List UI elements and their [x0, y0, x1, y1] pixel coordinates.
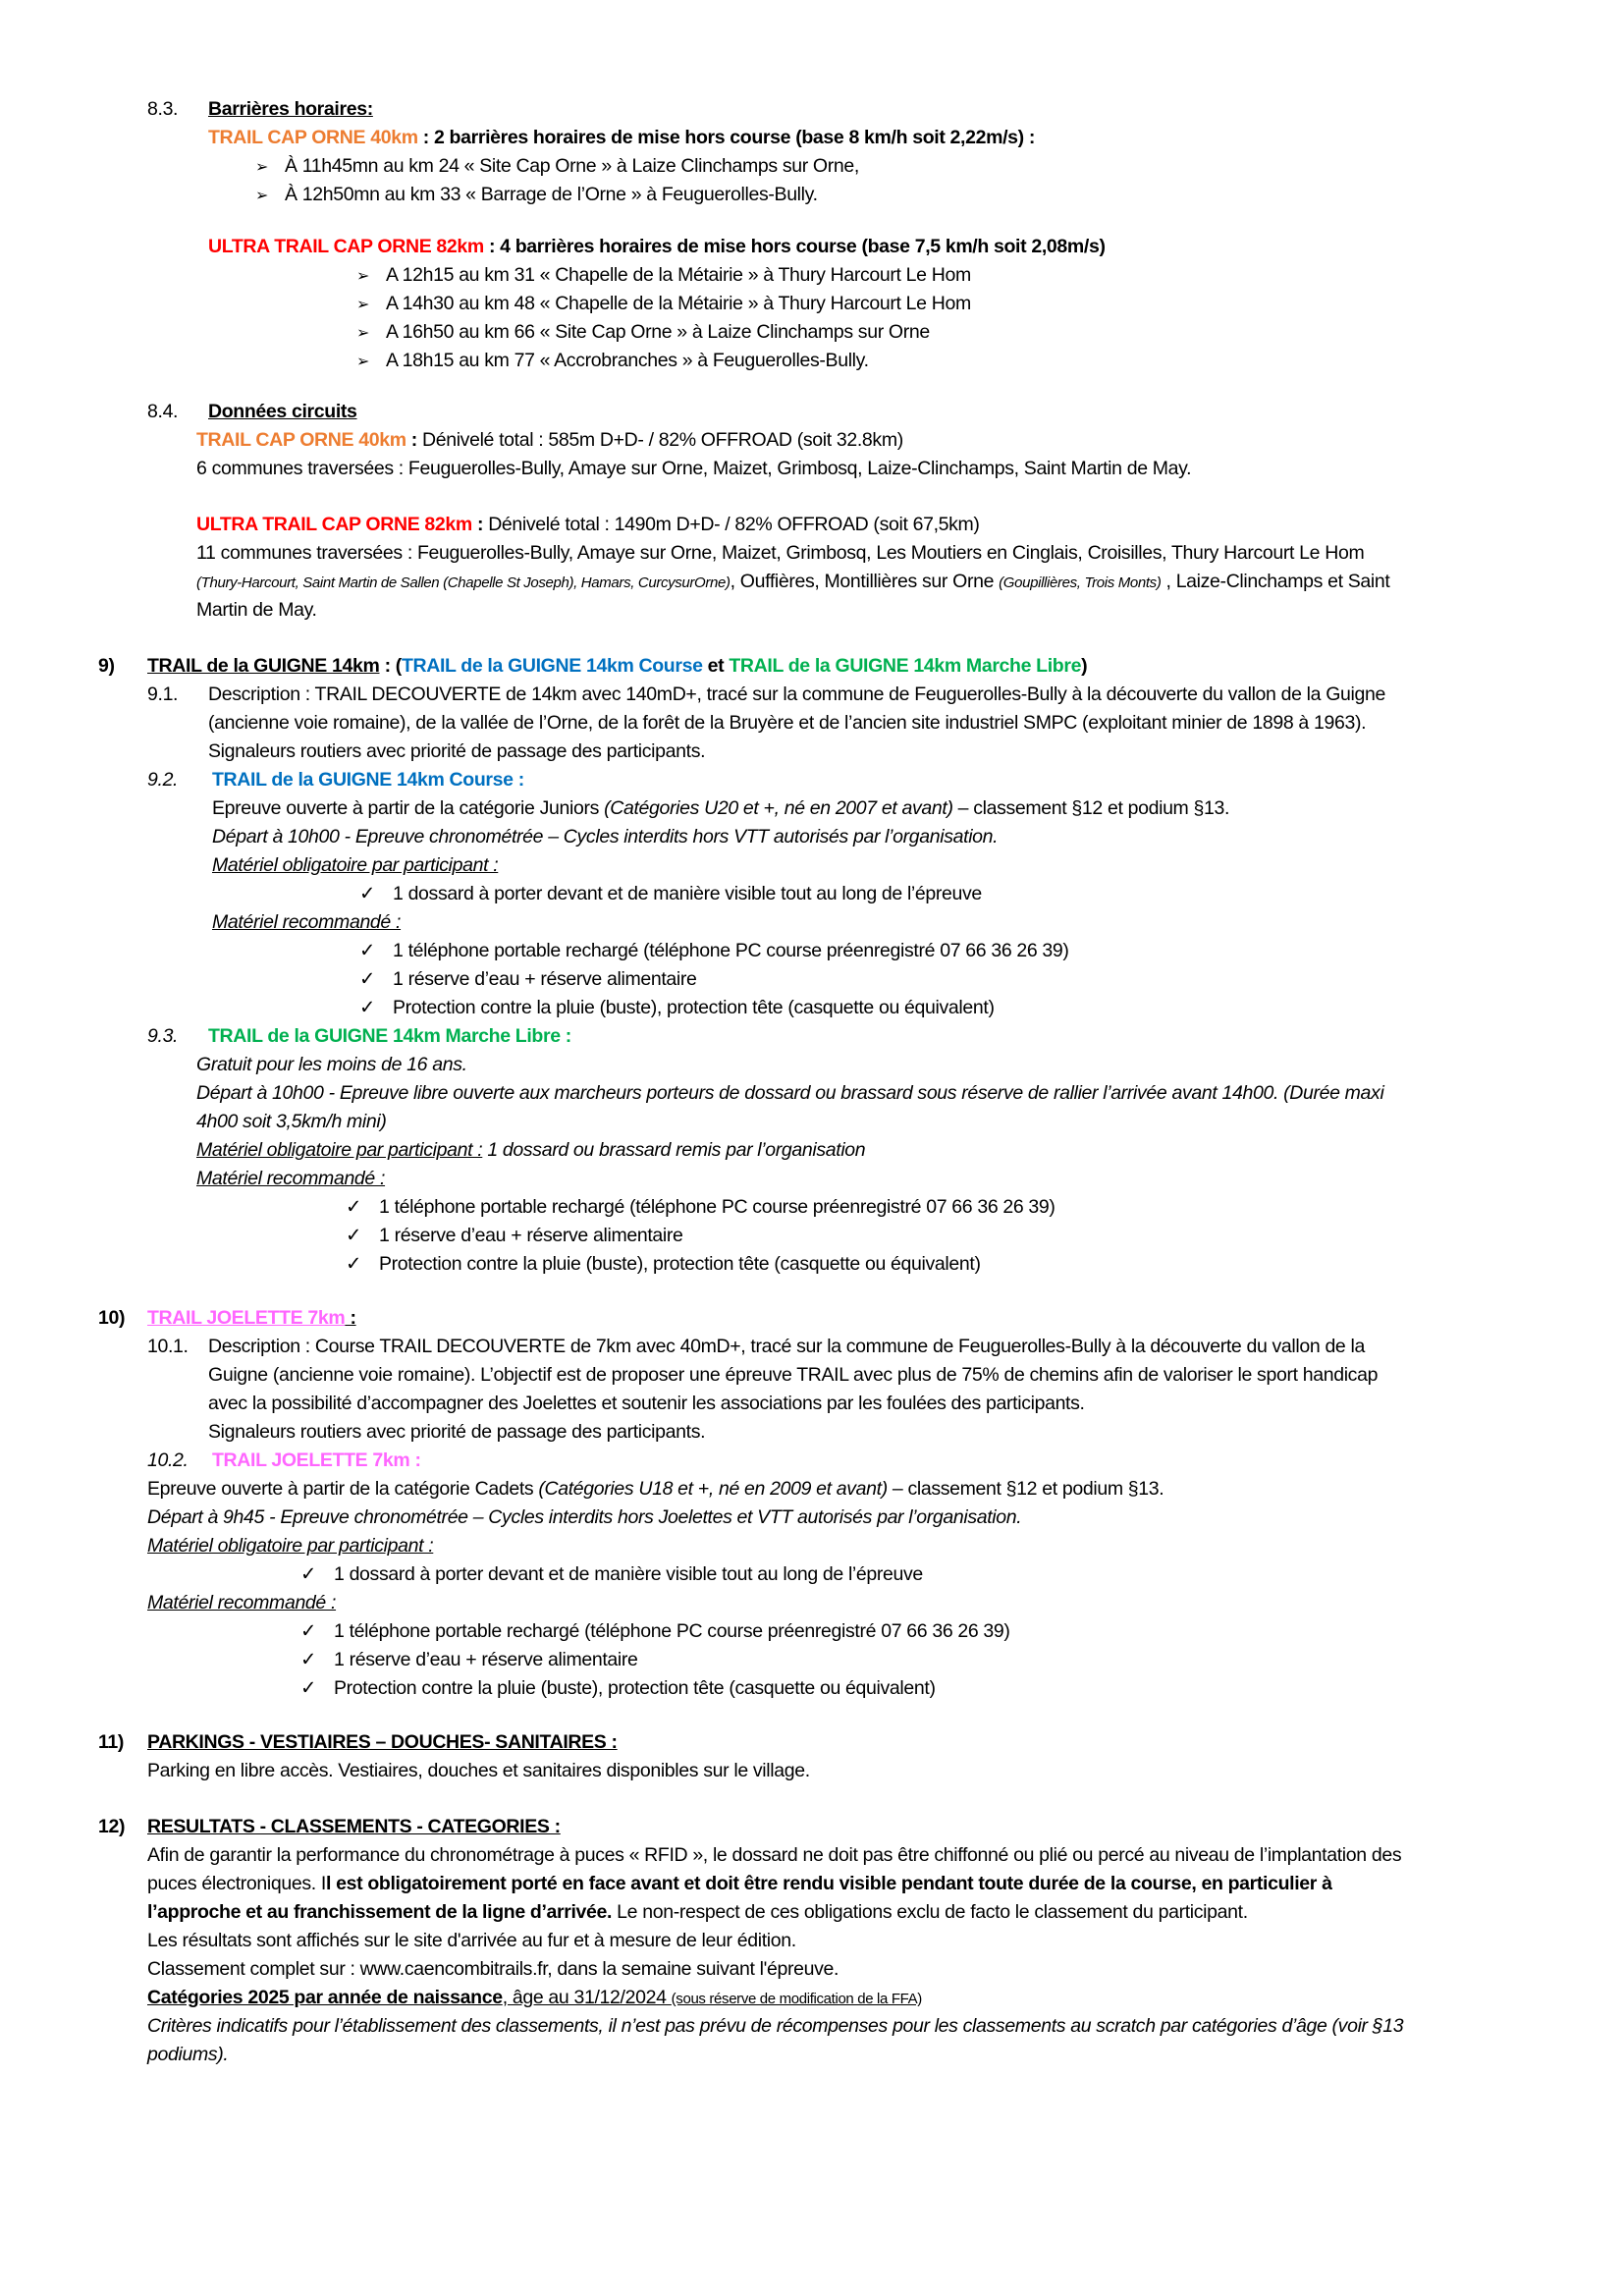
parking-text: Parking en libre accès. Vestiaires, douches et sanitaires disponibles sur le village.: [147, 1760, 810, 1781]
race-name-ultra82: ULTRA TRAIL CAP ORNE 82km: [196, 514, 472, 535]
arrow-bullet-icon: ➢: [356, 297, 370, 313]
section-11-heading: [98, 1728, 618, 1757]
section-number: 12): [98, 1816, 126, 1837]
colon: :: [471, 514, 489, 535]
check-icon: ✓: [359, 940, 375, 961]
free-entry-note: Gratuit pour les moins de 16 ans.: [196, 1054, 467, 1075]
ultra82-data: [196, 511, 980, 539]
section-number: 9): [98, 655, 115, 677]
paragraph-line: [147, 1870, 1332, 1898]
separator: : (: [379, 655, 402, 677]
list-item: [300, 1674, 936, 1703]
list-item: [356, 347, 869, 376]
list-item: [346, 1193, 1056, 1222]
communes-detail: (Goupillières, Trois Monts): [999, 574, 1162, 591]
section-number: 10.1.: [147, 1336, 189, 1357]
criteria-note: Critères indicatifs pour l’établissement des classements, il n’est pas prévu de récompenses pour les classements au scratch par catégories d’âge (voir §13: [147, 2015, 1404, 2037]
section-9-heading: [98, 652, 1087, 681]
trail40-barrier-heading: [208, 124, 1035, 152]
list-item: [359, 937, 1069, 965]
section-title: TRAIL de la GUIGNE 14km Marche Libre :: [208, 1025, 571, 1047]
list-item-text: A 14h30 au km 48 « Chapelle de la Métairie » à Thury Harcourt Le Hom: [386, 293, 971, 314]
check-icon: ✓: [346, 1196, 361, 1218]
list-item-text: A 12h15 au km 31 « Chapelle de la Métairie » à Thury Harcourt Le Hom: [386, 264, 971, 286]
list-item: [359, 994, 995, 1022]
check-icon: ✓: [359, 997, 375, 1018]
paragraph-line: Signaleurs routiers avec priorité de passage des participants.: [208, 740, 706, 762]
arrow-bullet-icon: ➢: [255, 188, 269, 204]
colon: :: [406, 429, 422, 451]
check-icon: ✓: [359, 883, 375, 904]
list-item: [255, 152, 859, 182]
check-icon: ✓: [300, 1620, 316, 1642]
section-number: 8.4.: [147, 401, 179, 422]
barrier-description: : 2 barrières horaires de mise hors course (base 8 km/h soit 2,22m/s) :: [417, 127, 1036, 148]
list-item-text: 1 dossard à porter devant et de manière visible tout au long de l’épreuve: [334, 1563, 923, 1585]
trail40-communes: 6 communes traversées : Feuguerolles-Bully, Amaye sur Orne, Maizet, Grimbosq, Laize-Clinchamps, Saint Martin de May.: [196, 458, 1192, 479]
list-item-text: A 18h15 au km 77 « Accrobranches » à Feuguerolles-Bully.: [386, 350, 869, 371]
bold-text: l est obligatoirement porté en face avant et doit être rendu visible pendant toute durée de la course, en particulier à: [326, 1873, 1332, 1894]
section-number: 9.2.: [147, 769, 179, 791]
section-title: TRAIL de la GUIGNE 14km Course :: [212, 769, 524, 791]
communes-text: , Ouffières, Montillières sur Orne: [730, 571, 1000, 592]
colon: :: [345, 1307, 356, 1329]
mandatory-equipment: [196, 1136, 865, 1165]
list-item-text: 1 téléphone portable rechargé (téléphone PC course préenregistré 07 66 36 26 39): [334, 1620, 1010, 1642]
paragraph-line: avec la possibilité d’accompagner des Joelettes et soutenir les associations par les foulées des participants.: [208, 1393, 1085, 1414]
communes-detail: (Thury-Harcourt, Saint Martin de Sallen (Chapelle St Joseph), Hamars, CurcysurOrne): [196, 574, 731, 591]
check-icon: ✓: [300, 1649, 316, 1670]
recommended-equipment-label: Matériel recommandé :: [147, 1592, 337, 1613]
arrow-bullet-icon: ➢: [255, 159, 269, 176]
arrow-bullet-icon: ➢: [356, 354, 370, 370]
list-item-text: Protection contre la pluie (buste), protection tête (casquette ou équivalent): [379, 1253, 981, 1275]
mandatory-equipment-label: Matériel obligatoire par participant :: [212, 854, 499, 876]
section-8-3-heading: [147, 95, 373, 124]
text: – classement §12 et podium §13.: [952, 797, 1230, 819]
eligibility-text: [147, 1475, 1164, 1503]
mandatory-equipment-label: Matériel obligatoire par participant :: [147, 1535, 434, 1557]
paragraph-line: Afin de garantir la performance du chronométrage à puces « RFID », le dossard ne doit pas être chiffonné ou plié ou percé au niveau de l’implantation des: [147, 1844, 1402, 1866]
arrow-bullet-icon: ➢: [356, 268, 370, 285]
categories-note: (Catégories U20 et +, né en 2007 et avant): [604, 797, 953, 819]
paragraph-line: Description : Course TRAIL DECOUVERTE de 7km avec 40mD+, tracé sur la commune de Feuguerolles-Bully à la découverte du vallon de la: [208, 1336, 1365, 1357]
paragraph-line: Signaleurs routiers avec priorité de passage des participants.: [208, 1421, 706, 1443]
list-item-text: 1 réserve d’eau + réserve alimentaire: [393, 968, 697, 990]
list-item: [356, 290, 971, 319]
eligibility-text: [212, 794, 1229, 823]
section-title: RESULTATS - CLASSEMENTS - CATEGORIES :: [147, 1816, 561, 1837]
text: Epreuve ouverte à partir de la catégorie Cadets: [147, 1478, 539, 1500]
list-item: [356, 261, 971, 291]
race-name-marche: TRAIL de la GUIGNE 14km Marche Libre: [729, 655, 1082, 677]
list-item-text: Protection contre la pluie (buste), protection tête (casquette ou équivalent): [334, 1677, 936, 1699]
bold-text: Catégories 2025 par année de naissance: [147, 1987, 503, 2008]
section-title: PARKINGS - VESTIAIRES – DOUCHES- SANITAIRES :: [147, 1731, 618, 1753]
section-number: 9.1.: [147, 683, 179, 705]
trail40-data: [196, 426, 903, 455]
list-item: [359, 965, 697, 994]
start-info: Départ à 10h00 - Epreuve libre ouverte aux marcheurs porteurs de dossard ou brassard sous réserve de rallier l’arrivée avant 14h00. (Durée maxi: [196, 1082, 1384, 1104]
list-item: [300, 1617, 1010, 1646]
check-icon: ✓: [346, 1253, 361, 1275]
race-name-course: TRAIL de la GUIGNE 14km Course: [401, 655, 703, 677]
text: puces électroniques. I: [147, 1873, 326, 1894]
categories-note: (Catégories U18 et +, né en 2009 et avant): [538, 1478, 888, 1500]
barrier-description: : 4 barrières horaires de mise hors course (base 7,5 km/h soit 2,08m/s): [483, 236, 1106, 257]
elevation-text: Dénivelé total : 1490m D+D- / 82% OFFROAD (soit 67,5km): [488, 514, 980, 535]
section-number: 8.3.: [147, 98, 179, 120]
criteria-note-cont: podiums).: [147, 2044, 229, 2065]
section-title: Barrières horaires:: [208, 98, 373, 120]
list-item: [356, 318, 930, 348]
recommended-equipment-label: Matériel recommandé :: [212, 911, 402, 933]
bold-text: l’approche et au franchissement de la ligne d’arrivée.: [147, 1901, 613, 1923]
list-item: [300, 1560, 923, 1589]
start-info-cont: 4h00 soit 3,5km/h mini): [196, 1111, 387, 1132]
check-icon: ✓: [300, 1677, 316, 1699]
race-name-trail40: TRAIL CAP ORNE 40km: [196, 429, 406, 451]
section-9-1: [147, 681, 1385, 709]
list-item: [346, 1222, 683, 1250]
race-name-trail40: TRAIL CAP ORNE 40km: [208, 127, 418, 148]
paragraph-line: Description : TRAIL DECOUVERTE de 14km avec 140mD+, tracé sur la commune de Feuguerolles-Bully à la découverte du vallon de la Guigne: [208, 683, 1385, 705]
list-item: [300, 1646, 638, 1674]
ultra82-communes-line1: 11 communes traversées : Feuguerolles-Bully, Amaye sur Orne, Maizet, Grimbosq, Les Moutiers en Cinglais, Croisilles, Thury Harcourt Le Hom: [196, 542, 1365, 564]
ultra82-barrier-heading: [208, 233, 1106, 261]
section-9-2-heading: [147, 766, 524, 794]
list-item-text: 1 téléphone portable rechargé (téléphone PC course préenregistré 07 66 36 26 39): [379, 1196, 1056, 1218]
list-item-text: 1 réserve d’eau + réserve alimentaire: [334, 1649, 638, 1670]
paragraph-line: (ancienne voie romaine), de la vallée de l’Orne, de la forêt de la Bruyère et de l’ancien site industriel SMPC (exploitant minier de 1898 à 1963).: [208, 712, 1367, 734]
section-8-4-heading: [147, 398, 357, 426]
text: , âge au 31/12/2024: [502, 1987, 672, 2008]
paragraph-line: Guigne (ancienne voie romaine). L’objectif est de proposer une épreuve TRAIL avec plus de 75% de chemins afin de valoriser le sport handicap: [208, 1364, 1379, 1386]
race-name-ultra82: ULTRA TRAIL CAP ORNE 82km: [208, 236, 484, 257]
conjunction: et: [702, 655, 730, 677]
elevation-text: Dénivelé total : 585m D+D- / 82% OFFROAD (soit 32.8km): [421, 429, 903, 451]
results-link-line: Classement complet sur : www.caencombitrails.fr, dans la semaine suivant l'épreuve.: [147, 1958, 839, 1980]
list-item-text: 1 téléphone portable rechargé (téléphone PC course préenregistré 07 66 36 26 39): [393, 940, 1069, 961]
paragraph-line: [147, 1898, 1248, 1927]
ultra82-communes-line3: Martin de May.: [196, 599, 317, 621]
text: Le non-respect de ces obligations exclu de facto le classement du participant.: [612, 1901, 1248, 1923]
section-12-heading: [98, 1813, 561, 1841]
list-item-text: A 16h50 au km 66 « Site Cap Orne » à Laize Clinchamps sur Orne: [386, 321, 930, 343]
list-item: [346, 1250, 981, 1279]
communes-text: , Laize-Clinchamps et Saint: [1161, 571, 1390, 592]
list-item-text: 1 dossard à porter devant et de manière visible tout au long de l’épreuve: [393, 883, 982, 904]
section-title: TRAIL JOELETTE 7km :: [212, 1449, 421, 1471]
section-number: 9.3.: [147, 1025, 179, 1047]
text: – classement §12 et podium §13.: [887, 1478, 1164, 1500]
section-number: 10.2.: [147, 1449, 189, 1471]
check-icon: ✓: [300, 1563, 316, 1585]
separator: ): [1081, 655, 1088, 677]
list-item-text: À 12h50mn au km 33 « Barrage de l’Orne » à Feuguerolles-Bully.: [285, 184, 818, 205]
section-title: Données circuits: [208, 401, 357, 422]
check-icon: ✓: [346, 1225, 361, 1246]
paragraph-line: Les résultats sont affichés sur le site d'arrivée au fur et à mesure de leur édition.: [147, 1930, 796, 1951]
small-note: (sous réserve de modification de la FFA): [671, 1991, 922, 2007]
list-item-text: 1 réserve d’eau + réserve alimentaire: [379, 1225, 683, 1246]
list-item: [359, 880, 982, 908]
ultra82-communes-line2: [196, 568, 1389, 597]
section-number: 10): [98, 1307, 126, 1329]
section-number: 11): [98, 1731, 125, 1753]
recommended-equipment-label: Matériel recommandé :: [196, 1168, 386, 1189]
list-item: [255, 181, 818, 210]
start-info: Départ à 10h00 - Epreuve chronométrée – Cycles interdits hors VTT autorisés par l’organisation.: [212, 826, 999, 847]
start-info: Départ à 9h45 - Epreuve chronométrée – Cycles interdits hors Joelettes et VTT autorisés par l’organisation.: [147, 1506, 1022, 1528]
section-9-3-heading: [147, 1022, 571, 1051]
mandatory-equipment-text: 1 dossard ou brassard remis par l’organisation: [482, 1139, 866, 1161]
list-item-text: À 11h45mn au km 24 « Site Cap Orne » à Laize Clinchamps sur Orne,: [285, 155, 859, 177]
section-10-1: [147, 1333, 1365, 1361]
text: Epreuve ouverte à partir de la catégorie Juniors: [212, 797, 605, 819]
check-icon: ✓: [359, 968, 375, 990]
section-title: TRAIL JOELETTE 7km: [147, 1307, 346, 1329]
section-10-heading: [98, 1304, 356, 1333]
mandatory-equipment-label: Matériel obligatoire par participant :: [196, 1139, 483, 1161]
section-10-2-heading: [147, 1447, 421, 1475]
section-title: TRAIL de la GUIGNE 14km: [147, 655, 380, 677]
categories-heading: [147, 1984, 922, 2013]
arrow-bullet-icon: ➢: [356, 325, 370, 342]
list-item-text: Protection contre la pluie (buste), protection tête (casquette ou équivalent): [393, 997, 995, 1018]
